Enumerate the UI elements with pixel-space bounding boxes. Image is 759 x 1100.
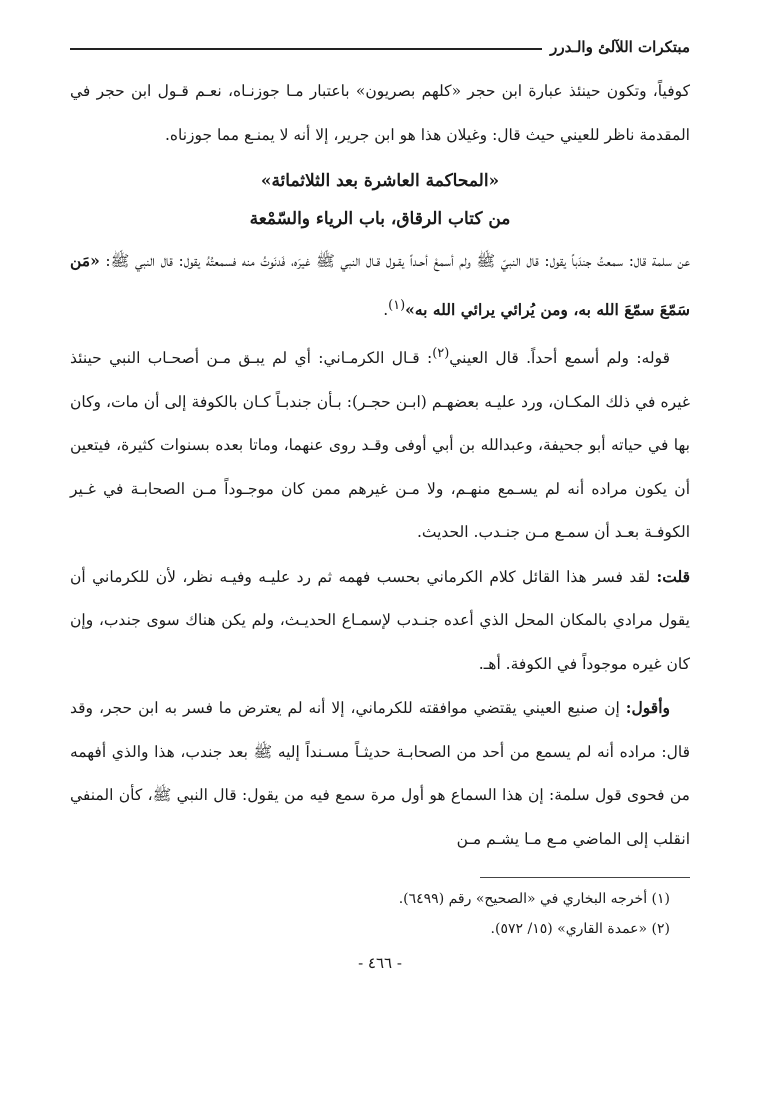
paragraph-5: [70, 686, 690, 861]
paragraph-5-label: وأقول:: [625, 698, 670, 718]
paragraph-2: عن سلمة قال: سمعتُ جندَباً يقول: قال النبيّ ﷺ ولم أسمعْ أحـداً يقـول قـال النبي ﷺ غيرَه، فَدنَوتُ منه فسمعتُهُ يقول: قال النبي ﷺ: «مَن سَمّعَ سمّعَ الله به، ومن يُرائي يرائي الله به»$^{(١)}$.: [70, 251, 690, 319]
body-text: [70, 70, 690, 861]
footnote-1: (١) أخرجه البخاري في «الصحيح» رقم (٦٤٩٩).: [398, 891, 670, 908]
paragraph-5-text: إن صنيع العيني يقتضي موافقته للكرماني، إلا أنه لم يعترض ما فسر به ابن حجر، وقد قال: مراده أنه لم يسمع من أحد من الصحابـة حديثـاً مسـنداً إليه ﷺ بعد جندب، هذا والذي أفهمه من فحوى قول سلمة: إن هذا السماع هو أول مرة سمع فيه من يقول: قال النبي ﷺ، كأن المنفي انقلب إلى الماضي مـع مـا يشـم مـن: [70, 699, 690, 848]
footnote-ref-2: (٢): [432, 346, 450, 362]
paragraph-3-text-a: قوله: ولم أسمع أحداً. قال العيني: [449, 349, 671, 368]
footnote-ref-1: (١): [388, 297, 406, 313]
page: [70, 30, 690, 972]
header-title: مبتكرات اللآلئ والـدرر: [550, 38, 690, 56]
footnotes: [70, 884, 690, 944]
page-number: - ٤٦٦ -: [358, 954, 402, 973]
paragraph-1: كوفياً، وتكون حينئذ عبارة ابن حجر «كلهم بصريون» باعتبار مـا جوزنـاه، نعـم قـول ابن حجر في المقدمة ناظر للعيني حيث قال: وغيلان هذا هو ابن جرير، إلا أنه لا يمنـع مما جوزناه.: [70, 82, 690, 144]
paragraph-4-label: قلت:: [656, 566, 690, 586]
paragraph-2-text: عن سلمة قال: سمعتُ جندَباً يقول: قال النبيّ ﷺ ولم أسمعْ أحـداً يقـول قـال النبي ﷺ غيرَه، فَدنَوتُ منه فسمعتُهُ يقول: قال النبي ﷺ:: [99, 252, 690, 270]
header-rule: [70, 48, 542, 50]
section-subheading: من كتاب الرقاق، باب الرياء والسّمْعة: [249, 209, 511, 229]
paragraph-3: [70, 332, 690, 555]
footnote-rule: [480, 877, 690, 878]
paragraph-3-text-b: : قـال الكرمـاني: أي لم يبـق مـن أصحـاب النبي حينئذ غيره في ذلك المكـان، ورد عليـه بعضهـم (ابـن حجـر): بـأن جندبـاً كـان بالكوفة إلى أن مات، وكان بها في حياته أبو جحيفة، وعبدالله بن أبي أوفى وقـد روى عنهما، وماتا بعده بسنوات كثيرة، فيتعين أن يكون مراده أنه لم يسـمع منهـم، ولا مـن غيرهم ممن كان موجـوداً مـن الصحابـة في غـير الكوفـة بعـد أن سمـع مـن جنـدب. الحديث.: [70, 349, 690, 542]
hadith-quote: «مَن سَمّعَ سمّعَ الله به، ومن يُرائي يرائي الله به»: [70, 251, 690, 319]
paragraph-4-text: لقد فسر هذا القائل كلام الكرماني بحسب فهمه ثم رد عليـه وفيـه نظر، لأن للكرماني أن يقول مرادي بالمكان المحل الذي أعده جنـدب لإسمـاع الحديـث، ولم يكن هناك سوى جندب، وإن كان غيره موجوداً في الكوفة. أهـ.: [70, 567, 690, 673]
running-header: [70, 30, 690, 64]
paragraph-4: [70, 555, 690, 687]
section-heading: «المحاكمة العاشرة بعد الثلاثمائة»: [260, 171, 500, 191]
footnote-2: (٢) «عمدة القاري» (١٥/ ٥٧٢).: [490, 921, 670, 938]
